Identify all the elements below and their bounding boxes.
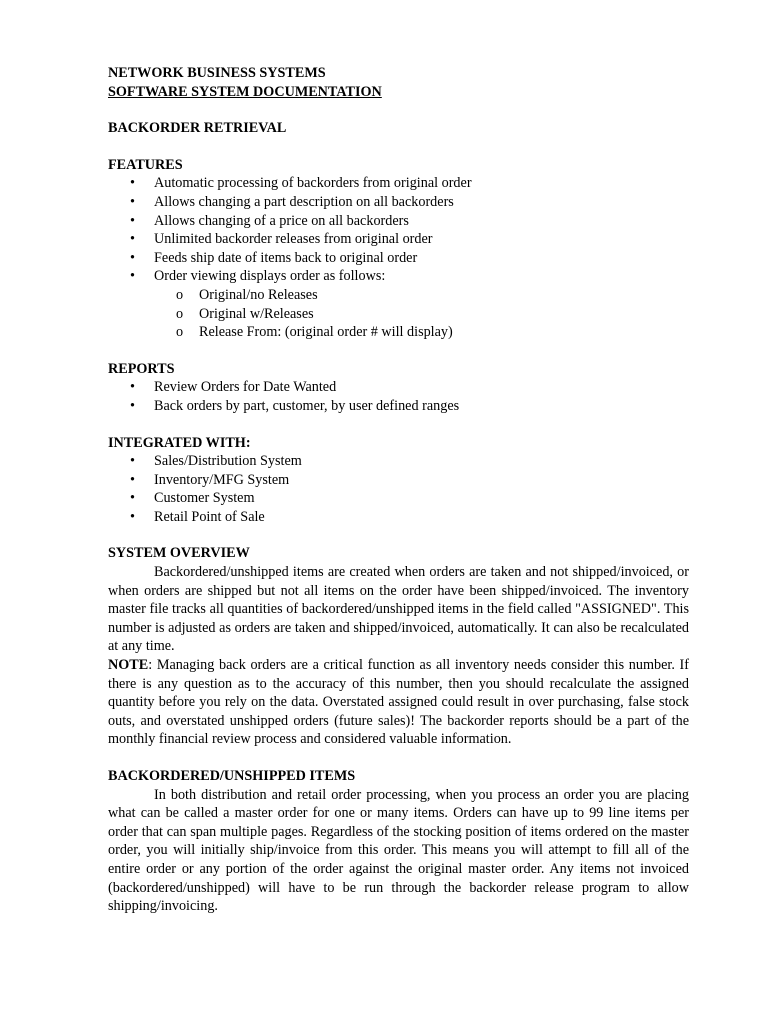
backordered-text: In both distribution and retail order processing, when you process an order you are placing what can be called a master order for one or many items. Orders can have up to 99 line items per order that can span multiple pages. Regardless of the stocking position of items ordered on the master order, you will initially ship/invoice from this order. This means you will attempt to fill all of the entire order or any portion of the order against the original master order. Any items not invoiced (backordered/unshipped) will have to be run through the backorder release program to allow shipping/invoicing. xyxy=(108,786,689,915)
company-name: NETWORK BUSINESS SYSTEMS xyxy=(108,65,326,81)
features-heading: FEATURES xyxy=(108,156,183,173)
list-item: • Back orders by part, customer, by user defined ranges xyxy=(108,397,689,416)
backordered-paragraph xyxy=(108,786,689,916)
list-item: • Sales/Distribution System xyxy=(108,452,689,471)
list-item: • Automatic processing of backorders from original order xyxy=(108,174,689,193)
backordered-heading: BACKORDERED/UNSHIPPED ITEMS xyxy=(108,768,356,784)
list-item: • Review Orders for Date Wanted xyxy=(108,378,689,397)
reports-heading: REPORTS xyxy=(108,360,175,377)
list-item: • Inventory/MFG System xyxy=(108,471,689,490)
integrated-list xyxy=(108,452,689,526)
sub-list-item: o Original/no Releases xyxy=(108,286,689,305)
integrated-heading: INTEGRATED WITH: xyxy=(108,434,251,451)
sub-list-item: o Original w/Releases xyxy=(108,305,689,324)
sub-list-item: o Release From: (original order # will display) xyxy=(108,323,689,342)
list-item: • Allows changing a part description on all backorders xyxy=(108,193,689,212)
note-label: NOTE xyxy=(108,657,149,674)
list-item: • Allows changing of a price on all backorders xyxy=(108,212,689,231)
document-title: SOFTWARE SYSTEM DOCUMENTATION xyxy=(108,83,382,100)
list-item: • Retail Point of Sale xyxy=(108,508,689,527)
note-text: : Managing back orders are a critical function as all inventory needs consider this number. If there is any question as to the accuracy of this number, then you should recalculate the assigned quantity before you rely on the data. Overstated assigned could result in over purchasing, false stock outs, and overstated unshipped orders (future sales)! The backorder reports should be a part of the monthly financial review process and considered valuable information. xyxy=(108,657,689,748)
overview-text: Backordered/unshipped items are created when orders are taken and not shipped/invoiced, or when orders are shipped but not all items on the order have been shipped/invoiced. The inventory master file tracks all quantities of backordered/unshipped items in the field called "ASSIGNED". This number is adjusted as orders are taken and shipped/invoiced, automatically. It can also be recalculated at any time. xyxy=(108,564,689,655)
list-item: • Feeds ship date of items back to original order xyxy=(108,249,689,268)
module-title: BACKORDER RETRIEVAL xyxy=(108,120,287,137)
overview-heading: SYSTEM OVERVIEW xyxy=(108,545,250,562)
overview-paragraph xyxy=(108,563,689,656)
order-view-sublist xyxy=(108,286,689,342)
note-paragraph xyxy=(108,656,689,749)
features-list xyxy=(108,174,689,286)
list-item: • Customer System xyxy=(108,489,689,508)
list-item: • Order viewing displays order as follows: xyxy=(108,267,689,286)
list-item: • Unlimited backorder releases from original order xyxy=(108,230,689,249)
document-page xyxy=(108,64,689,916)
reports-list xyxy=(108,378,689,415)
